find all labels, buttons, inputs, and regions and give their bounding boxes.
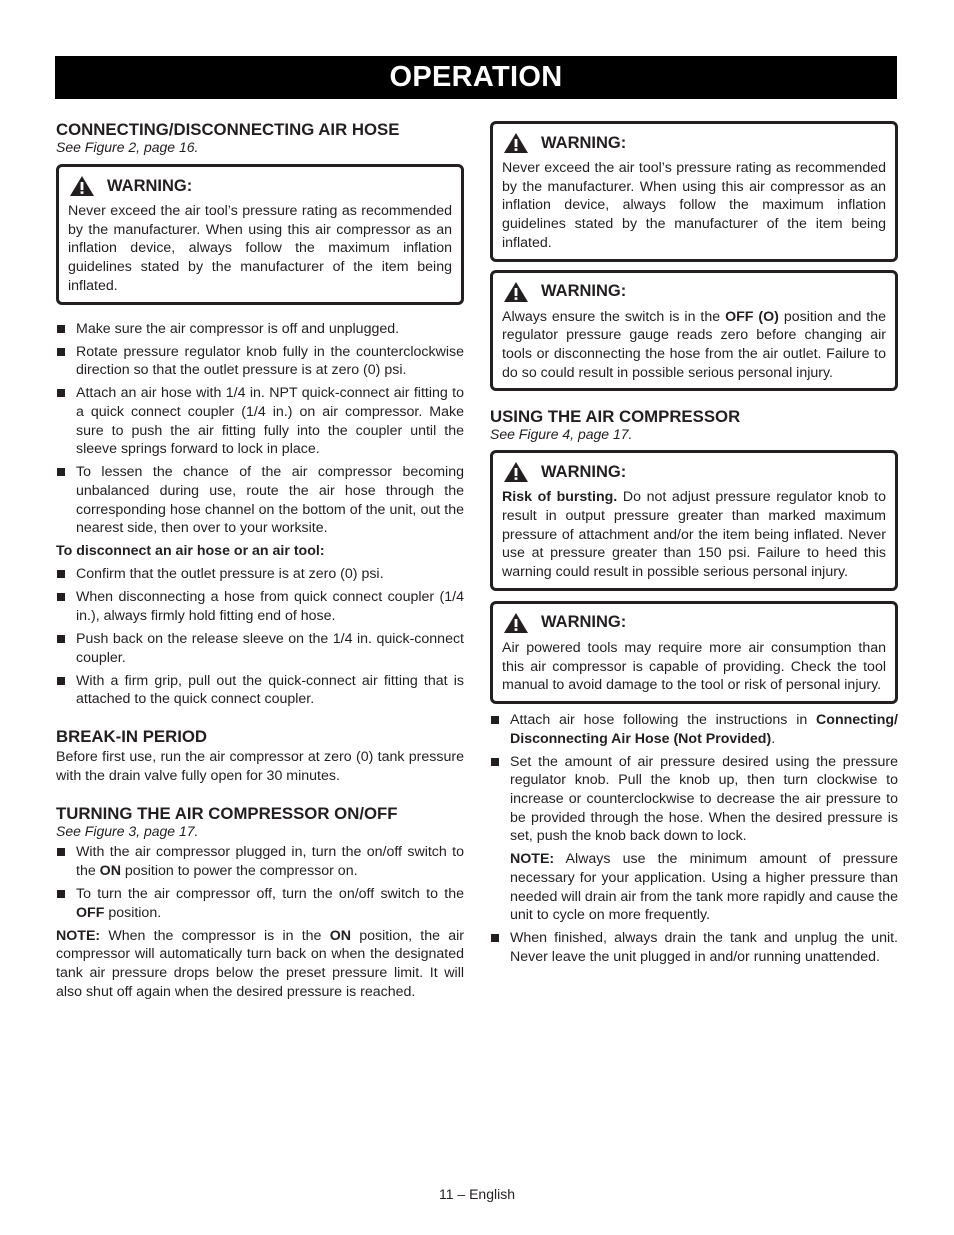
warning-triangle-icon xyxy=(503,281,529,303)
warning-title: WARNING: xyxy=(541,462,627,481)
warning-title: WARNING: xyxy=(107,176,193,195)
left-column xyxy=(56,120,464,1002)
warning-header xyxy=(502,281,886,303)
warning-text: Air powered tools may require more air consumption than this air compressor is capable of providing. Check the tool manual to avoid damage to the tool or risk of personal injury. xyxy=(502,639,886,694)
warning-box xyxy=(56,164,464,305)
warning-box xyxy=(490,270,898,392)
section-heading-breakin: BREAK-IN PERIOD xyxy=(56,726,208,746)
warning-box xyxy=(490,601,898,704)
list-item: With the air compressor plugged in, turn the on/off switch to the ON position to power the compressor on. xyxy=(56,843,464,880)
warning-triangle-icon xyxy=(503,461,529,483)
bullet-square-icon xyxy=(57,325,65,333)
using-note: NOTE: Always use the minimum amount of pressure necessary for your application. Using a higher pressure than needed will drain air from the tank more rapidly and cause the unit to cycle on more frequently. xyxy=(510,851,899,924)
warning-box xyxy=(490,450,898,591)
onoff-note: NOTE: When the compressor is in the ON position, the air compressor will automatically turn back on when the designated tank air pressure drops below the preset pressure limit. It will also shut off again when the desired pressure is reached. xyxy=(56,927,464,1000)
figure-reference: See Figure 4, page 17. xyxy=(490,426,633,443)
bullet-square-icon xyxy=(57,593,65,601)
list-item: To lessen the chance of the air compressor becoming unbalanced during use, route the air hose through the corresponding hose channel on the bottom of the unit, out the nearest side, then over to your worksite. xyxy=(56,463,464,538)
list-item: Confirm that the outlet pressure is at zero (0) psi. xyxy=(56,565,464,584)
list-item: Attach air hose following the instructions in Connecting/ Disconnecting Air Hose (Not Provided). xyxy=(490,711,898,748)
list-item: Make sure the air compressor is off and unplugged. xyxy=(56,320,464,339)
warning-title: WARNING: xyxy=(541,613,627,632)
bullet-square-icon xyxy=(57,677,65,685)
warning-text: Never exceed the air tool’s pressure rating as recommended by the manufacturer. When using this air compressor as an inflation device, always follow the maximum inflation guidelines stated by the manufacturer of the item being inflated. xyxy=(502,160,886,251)
warning-title: WARNING: xyxy=(541,133,627,152)
list-item: Rotate pressure regulator knob fully in the counterclockwise direction so that the outlet pressure is at zero (0) psi. xyxy=(56,343,464,380)
warning-title: WARNING: xyxy=(541,282,627,301)
list-item: Attach an air hose with 1/4 in. NPT quick-connect air fitting to a quick connect coupler (1/4 in.) on air compressor. Make sure to push the air fitting fully into the coupler until the sleeve springs forward to lock in place. xyxy=(56,384,464,459)
warning-text: Never exceed the air tool’s pressure rating as recommended by the manufacturer. When using this air compressor as an inflation device, always follow the maximum inflation guidelines stated by the manufacturer of the item being inflated. xyxy=(68,203,452,294)
list-item: When finished, always drain the tank and unplug the unit. Never leave the unit plugged in and/or running unattended. xyxy=(490,929,898,966)
bullet-square-icon xyxy=(57,468,65,476)
bullet-square-icon xyxy=(491,758,499,766)
using-steps-list xyxy=(490,711,898,967)
bullet-square-icon xyxy=(57,848,65,856)
list-item: With a firm grip, pull out the quick-connect air fitting that is attached to the quick connect coupler. xyxy=(56,672,464,709)
warning-header xyxy=(68,175,452,197)
list-item: When disconnecting a hose from quick connect coupler (1/4 in.), always firmly hold fitting end of hose. xyxy=(56,588,464,625)
section-heading-using: USING THE AIR COMPRESSOR xyxy=(490,407,741,427)
warning-header xyxy=(502,132,886,154)
section-heading-onoff: TURNING THE AIR COMPRESSOR ON/OFF xyxy=(56,804,398,824)
page-footer: 11 – English xyxy=(438,1186,515,1202)
bullet-square-icon xyxy=(57,570,65,578)
right-column xyxy=(490,121,898,971)
warning-triangle-icon xyxy=(69,175,95,197)
warning-header xyxy=(502,612,886,634)
bullet-square-icon xyxy=(491,716,499,724)
bullet-square-icon xyxy=(57,389,65,397)
list-item: To turn the air compressor off, turn the on/off switch to the OFF position. xyxy=(56,885,464,922)
warning-triangle-icon xyxy=(503,132,529,154)
page-title: OPERATION xyxy=(55,56,897,99)
warning-box xyxy=(490,121,898,262)
subheading-disconnect: To disconnect an air hose or an air tool: xyxy=(56,543,325,560)
bullet-square-icon xyxy=(57,890,65,898)
bullet-square-icon xyxy=(491,934,499,942)
breakin-text: Before first use, run the air compressor at zero (0) tank pressure with the drain valve fully open for 30 minutes. xyxy=(56,748,464,784)
warning-triangle-icon xyxy=(503,612,529,634)
warning-text: Always ensure the switch is in the OFF (O) position and the regulator pressure gauge reads zero before changing air tools or disconnecting the hose from the air outlet. Failure to do so could result in possible serious personal injury. xyxy=(502,308,886,381)
onoff-steps-list xyxy=(56,843,464,922)
figure-reference: See Figure 2, page 16. xyxy=(56,139,199,155)
bullet-square-icon xyxy=(57,348,65,356)
bullet-square-icon xyxy=(57,635,65,643)
connect-steps-list xyxy=(56,320,464,539)
disconnect-steps-list xyxy=(56,565,464,709)
list-item: Set the amount of air pressure desired using the pressure regulator knob. Pull the knob up, then turn clockwise to increase or counterclockwise to decrease the air pressure to be provided through the hose. When the desired pressure is set, push the knob back down to lock. NOTE: Always use the minimum amount of pressure necessary for your application. Using a higher pressure than needed will drain air from the tank more rapidly and cause the unit to cycle on more frequently. xyxy=(490,753,898,925)
section-heading-connecting: CONNECTING/DISCONNECTING AIR HOSE xyxy=(56,120,400,139)
figure-reference: See Figure 3, page 17. xyxy=(56,823,199,840)
warning-text: Risk of bursting. Do not adjust pressure regulator knob to result in output pressure greater than marked maximum pressure of attachment and/or the item being inflated. Never use at pressure greater than 150 psi. Failure to heed this warning could result in possible serious personal injury. xyxy=(502,489,886,581)
warning-header xyxy=(502,461,886,483)
list-item: Push back on the release sleeve on the 1/4 in. quick-connect coupler. xyxy=(56,630,464,667)
